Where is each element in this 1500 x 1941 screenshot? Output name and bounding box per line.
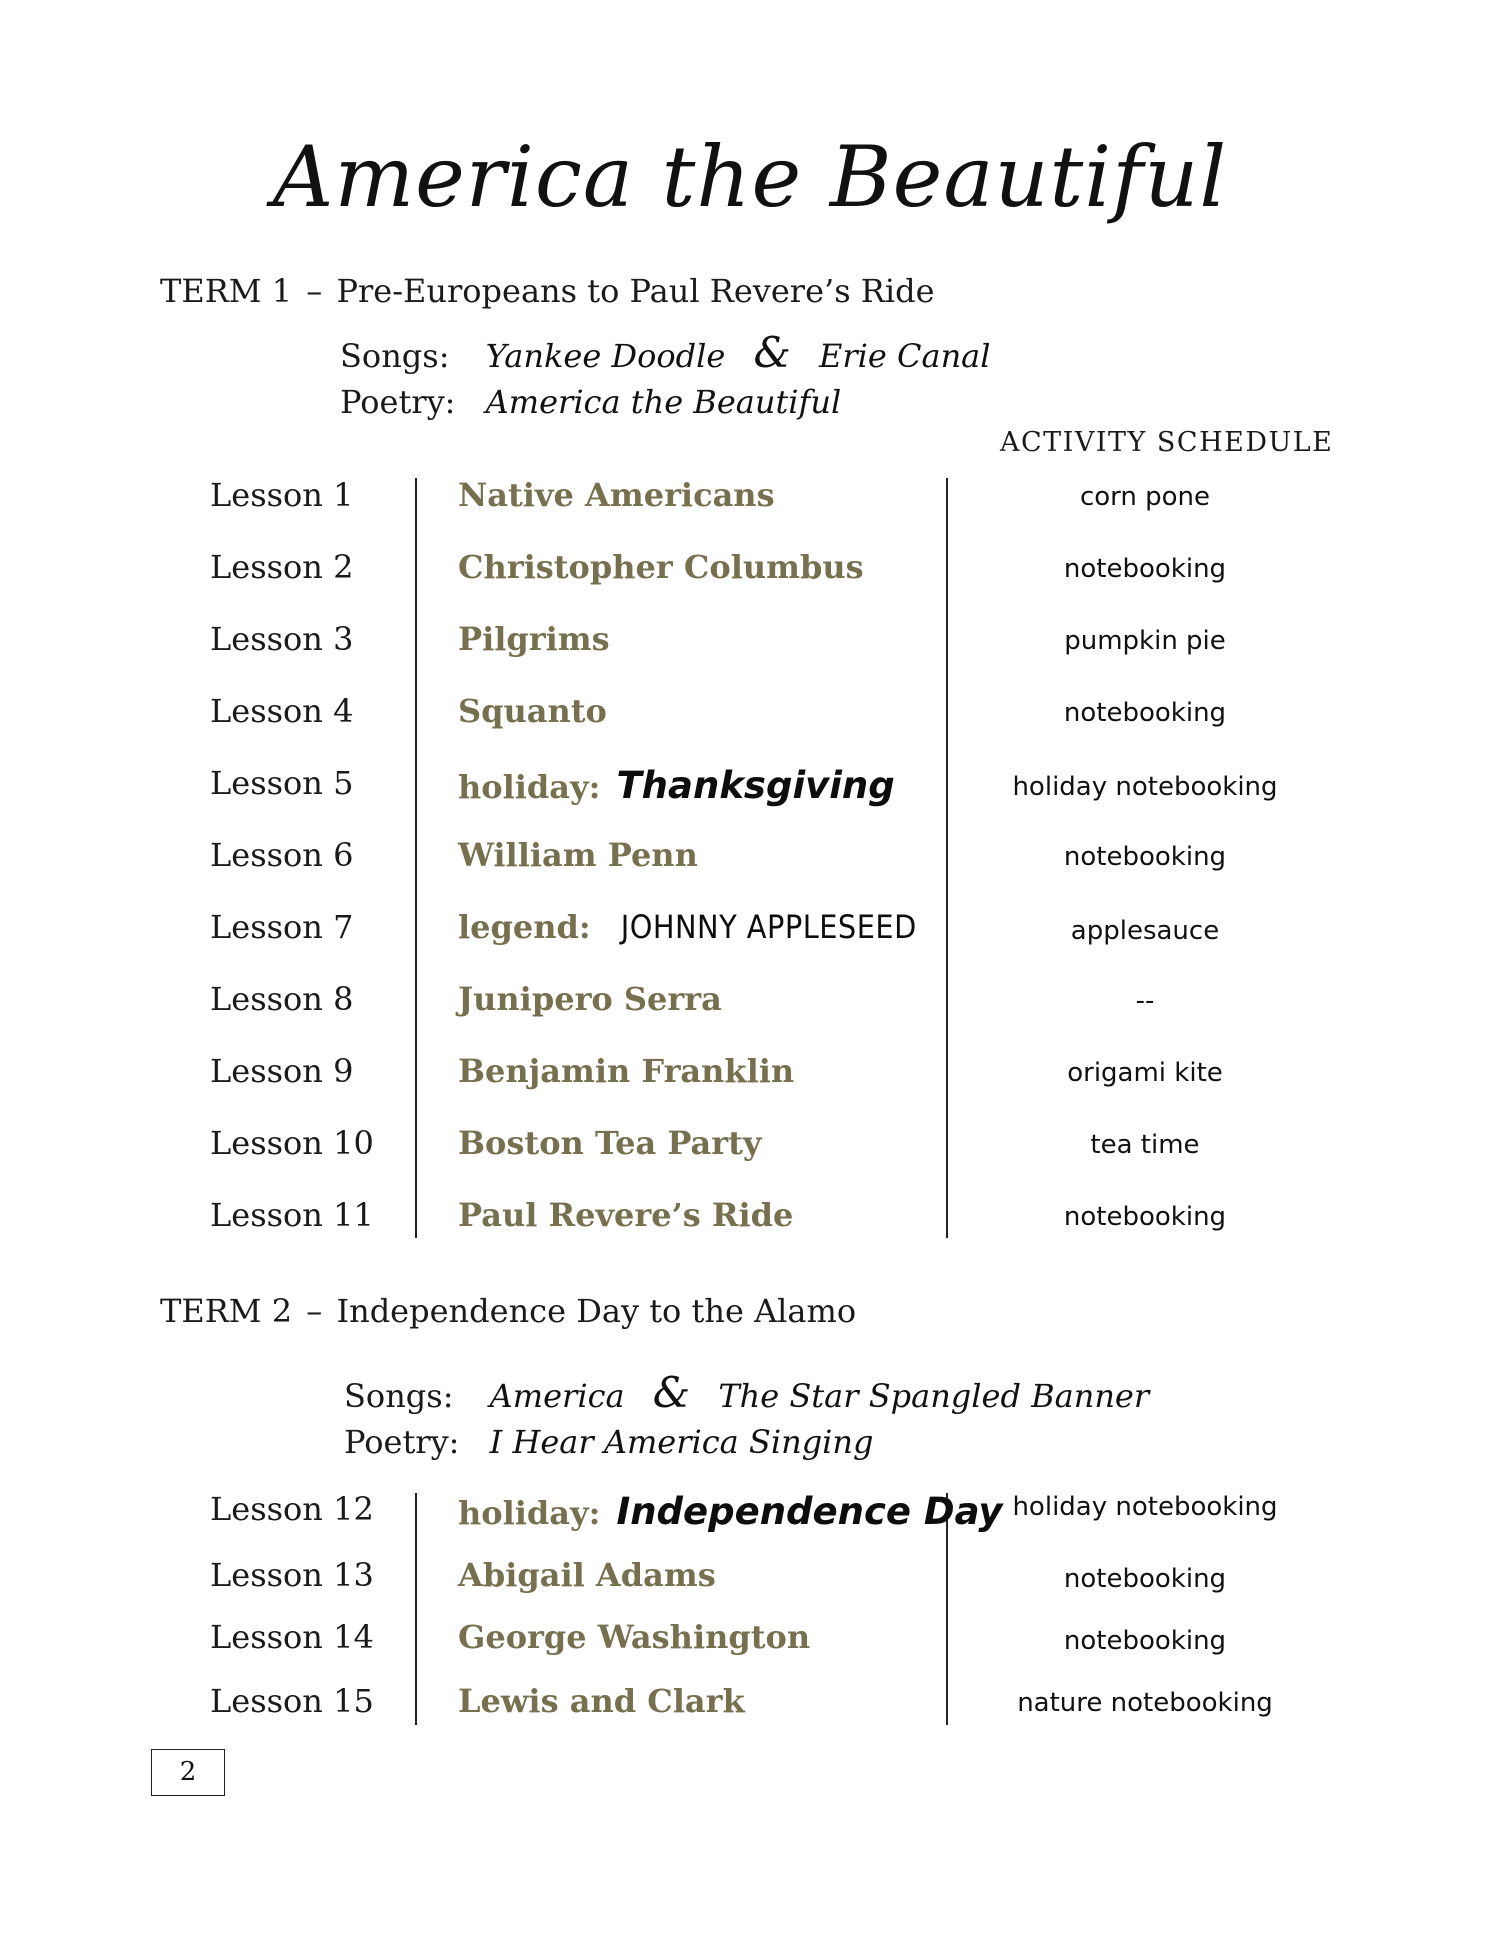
term1-label: TERM 1	[160, 272, 293, 310]
lesson-activity: holiday notebooking	[1012, 772, 1278, 802]
lesson-topic: Christopher Columbus	[458, 548, 864, 586]
term2-subtitle: Independence Day to the Alamo	[336, 1292, 857, 1330]
lesson-activity: pumpkin pie	[1064, 626, 1226, 656]
term1-songs-label: Songs:	[340, 337, 450, 375]
topic-special: JOHNNY APPLESEED	[620, 908, 917, 946]
page-number: 2	[151, 1749, 225, 1796]
topic-special: Independence Day	[616, 1490, 1003, 1533]
term1-song-amp: &	[753, 328, 791, 377]
term2-heading	[160, 1292, 856, 1330]
lesson-label: Lesson 14	[210, 1618, 374, 1656]
term1-song-1: Yankee Doodle	[485, 337, 726, 375]
topic-prefix: legend:	[458, 908, 591, 946]
lesson-topic: Squanto	[458, 692, 607, 730]
lesson-activity: corn pone	[1079, 482, 1211, 512]
lesson-activity: notebooking	[1063, 698, 1227, 728]
term2-songs	[344, 1368, 1149, 1417]
lesson-label: Lesson 2	[210, 548, 354, 586]
term1-dash: –	[306, 272, 323, 310]
lesson-topic: Junipero Serra	[458, 980, 722, 1018]
lesson-topic	[458, 1490, 1003, 1533]
lesson-activity: notebooking	[1063, 1202, 1227, 1232]
lesson-label: Lesson 9	[210, 1052, 354, 1090]
term2-songs-label: Songs:	[344, 1377, 454, 1415]
lesson-topic: Boston Tea Party	[458, 1124, 762, 1162]
lesson-activity: tea time	[1090, 1130, 1200, 1160]
term1-song-2: Erie Canal	[819, 337, 991, 375]
term2-label: TERM 2	[160, 1292, 293, 1330]
lesson-topic: Native Americans	[458, 476, 775, 514]
lesson-label: Lesson 12	[210, 1490, 374, 1528]
topic-prefix: holiday:	[458, 1494, 601, 1532]
lesson-activity: origami kite	[1067, 1058, 1223, 1088]
lesson-label: Lesson 7	[210, 908, 354, 946]
page-title: America the Beautiful	[272, 128, 1228, 226]
lesson-topic: Lewis and Clark	[458, 1682, 745, 1720]
lesson-activity: holiday notebooking	[1012, 1492, 1278, 1522]
term1-subtitle: Pre-Europeans to Paul Revere’s Ride	[336, 272, 935, 310]
lesson-activity: notebooking	[1063, 554, 1227, 584]
lesson-topic: Benjamin Franklin	[458, 1052, 795, 1090]
term2-poetry	[344, 1423, 874, 1461]
term1-poetry	[340, 383, 841, 421]
term2-poetry-label: Poetry:	[344, 1423, 460, 1461]
lesson-activity: applesauce	[1070, 916, 1220, 946]
lesson-label: Lesson 5	[210, 764, 354, 802]
lesson-label: Lesson 6	[210, 836, 354, 874]
lesson-label: Lesson 13	[210, 1556, 374, 1594]
lesson-label: Lesson 4	[210, 692, 354, 730]
lesson-topic: Paul Revere’s Ride	[458, 1196, 794, 1234]
topic-prefix: holiday:	[458, 768, 601, 806]
lesson-activity: notebooking	[1063, 842, 1227, 872]
lesson-activity: nature notebooking	[1017, 1688, 1273, 1718]
activity-schedule-header: ACTIVITY SCHEDULE	[1000, 427, 1334, 458]
term2-dash: –	[306, 1292, 323, 1330]
lesson-label: Lesson 3	[210, 620, 354, 658]
lesson-label: Lesson 8	[210, 980, 354, 1018]
term2-song-2: The Star Spangled Banner	[718, 1377, 1150, 1415]
term1-poetry-label: Poetry:	[340, 383, 456, 421]
lesson-activity: --	[1135, 986, 1155, 1016]
term1-songs	[340, 328, 990, 377]
term2-song-amp: &	[652, 1368, 691, 1417]
lesson-label: Lesson 1	[210, 476, 354, 514]
topic-special: Thanksgiving	[616, 764, 895, 807]
lesson-activity: notebooking	[1063, 1626, 1227, 1656]
lesson-label: Lesson 10	[210, 1124, 374, 1162]
term2-poem: I Hear America Singing	[489, 1423, 874, 1461]
term1-divider-right	[946, 478, 948, 1238]
lesson-topic: Pilgrims	[458, 620, 610, 658]
lesson-topic: George Washington	[458, 1618, 811, 1656]
lesson-activity: notebooking	[1063, 1564, 1227, 1594]
lesson-label: Lesson 15	[210, 1682, 374, 1720]
term2-song-1: America	[489, 1377, 625, 1415]
lesson-topic: William Penn	[458, 836, 698, 874]
lesson-topic	[458, 908, 917, 946]
lesson-topic	[458, 764, 895, 807]
term1-divider-left	[415, 478, 417, 1238]
term1-poem: America the Beautiful	[485, 383, 842, 421]
lesson-label: Lesson 11	[210, 1196, 374, 1234]
lesson-topic: Abigail Adams	[458, 1556, 716, 1594]
term1-heading	[160, 272, 935, 310]
term2-divider-left	[415, 1493, 417, 1725]
